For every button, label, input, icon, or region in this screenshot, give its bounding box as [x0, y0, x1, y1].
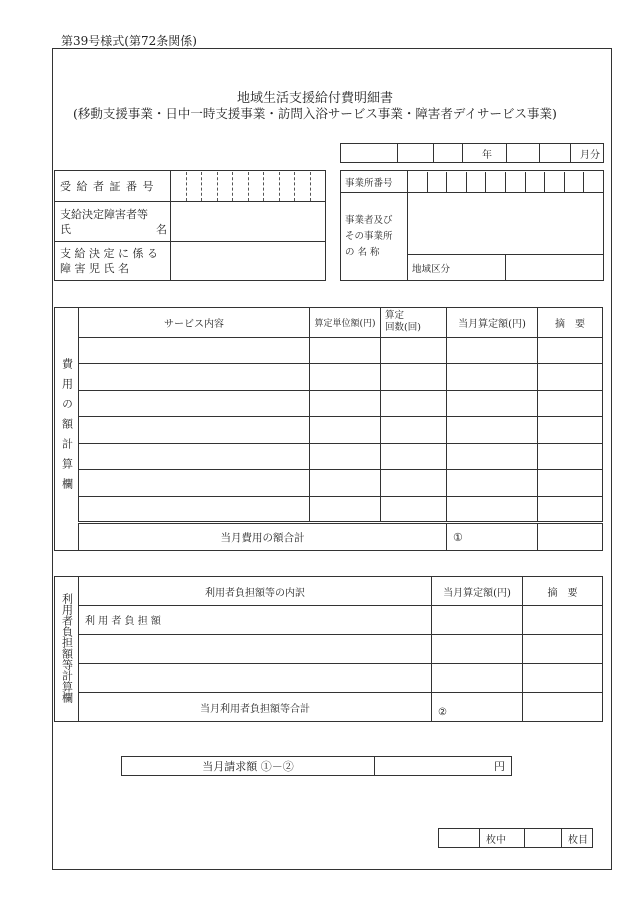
- unit-cell[interactable]: [310, 496, 381, 523]
- month-label: 月分: [580, 149, 600, 161]
- count-cell[interactable]: [381, 364, 447, 391]
- page-title: 地域生活支援給付費明細書: [236, 91, 393, 106]
- date-cell[interactable]: [398, 144, 434, 163]
- guardian-name-label: [55, 202, 171, 242]
- region-field[interactable]: [506, 255, 604, 281]
- digit-box[interactable]: [428, 172, 448, 192]
- burden-table: [54, 576, 603, 722]
- digit-box[interactable]: [249, 172, 265, 201]
- count-cell[interactable]: [381, 337, 447, 364]
- digit-box[interactable]: [311, 172, 326, 201]
- unit-cell[interactable]: [310, 470, 381, 497]
- amount-cell[interactable]: [447, 390, 538, 417]
- amount-cell[interactable]: [447, 496, 538, 523]
- digit-box[interactable]: [506, 172, 526, 192]
- burden-row-1[interactable]: [79, 606, 432, 635]
- form-number-label: 第39号様式(第72条関係): [61, 34, 197, 48]
- cost-total-label: 当月費用の額合計: [79, 523, 447, 551]
- col-burden-amount: 当月算定額(円): [432, 577, 523, 606]
- cost-table: [54, 307, 603, 551]
- service-cell[interactable]: [79, 364, 310, 391]
- col-count-line-2: 回数(回): [385, 322, 421, 334]
- burden-total-field[interactable]: [432, 693, 523, 722]
- burden-note-cell[interactable]: [523, 635, 603, 664]
- guardian-label-right: 名: [156, 222, 167, 236]
- cost-total-field[interactable]: [447, 523, 538, 551]
- col-amount: 当月算定額(円): [447, 308, 538, 338]
- burden-amount-cell[interactable]: [432, 606, 523, 635]
- col-burden-note: 摘 要: [523, 577, 603, 606]
- burden-amount-cell[interactable]: [432, 664, 523, 693]
- child-label-line-2: 障 害 児 氏 名: [60, 262, 129, 275]
- digit-box[interactable]: [526, 172, 546, 192]
- date-cell[interactable]: [540, 144, 571, 163]
- service-cell[interactable]: [79, 496, 310, 523]
- month-cell[interactable]: [571, 144, 604, 163]
- claim-amount-field[interactable]: [375, 757, 512, 776]
- cost-total-note[interactable]: [538, 523, 603, 551]
- year-cell[interactable]: [463, 144, 507, 163]
- provider-label-line-1: 事業者及び: [345, 214, 393, 226]
- service-cell[interactable]: [79, 443, 310, 470]
- cost-side-label-cell: [55, 308, 79, 551]
- amount-cell[interactable]: [447, 417, 538, 444]
- burden-note-cell[interactable]: [523, 664, 603, 693]
- burden-total-note[interactable]: [523, 693, 603, 722]
- provider-label-line-3: の 名 称: [345, 246, 380, 258]
- page-label: 枚目: [562, 829, 593, 848]
- year-label: 年: [482, 149, 492, 161]
- note-cell[interactable]: [538, 417, 603, 444]
- amount-cell[interactable]: [447, 470, 538, 497]
- of-label: 枚中: [480, 829, 525, 848]
- count-cell[interactable]: [381, 390, 447, 417]
- page-count-table: [438, 828, 593, 848]
- col-count: [381, 308, 447, 338]
- cert-no-label: 受 給 者 証 番 号: [55, 171, 171, 202]
- office-no-label: 事業所番号: [341, 171, 408, 193]
- unit-cell[interactable]: [310, 417, 381, 444]
- service-cell[interactable]: [79, 390, 310, 417]
- col-note: 摘 要: [538, 308, 603, 338]
- unit-cell[interactable]: [310, 390, 381, 417]
- note-cell[interactable]: [538, 337, 603, 364]
- count-cell[interactable]: [381, 470, 447, 497]
- note-cell[interactable]: [538, 390, 603, 417]
- col-unit: 算定単位額(円): [310, 308, 381, 338]
- burden-note-cell[interactable]: [523, 606, 603, 635]
- office-no-cells[interactable]: [408, 171, 604, 193]
- digit-box[interactable]: [584, 172, 603, 192]
- provider-table: [340, 170, 604, 281]
- note-cell[interactable]: [538, 364, 603, 391]
- cert-no-digit-boxes: [171, 172, 325, 201]
- date-cell[interactable]: [341, 144, 398, 163]
- burden-total-label: 当月利用者負担額等合計: [79, 693, 432, 722]
- unit-cell[interactable]: [310, 337, 381, 364]
- date-cell[interactable]: [434, 144, 463, 163]
- note-cell[interactable]: [538, 470, 603, 497]
- burden-row[interactable]: [79, 635, 432, 664]
- total-pages-field[interactable]: [439, 829, 480, 848]
- digit-box[interactable]: [264, 172, 280, 201]
- digit-box[interactable]: [467, 172, 487, 192]
- digit-box[interactable]: [218, 172, 234, 201]
- office-no-digit-boxes: [408, 172, 603, 192]
- digit-box[interactable]: [187, 172, 203, 201]
- count-cell[interactable]: [381, 496, 447, 523]
- service-cell[interactable]: [79, 470, 310, 497]
- digit-box[interactable]: [486, 172, 506, 192]
- claim-table: [121, 756, 512, 776]
- provider-label-line-2: その事業所: [345, 230, 393, 242]
- date-cell[interactable]: [507, 144, 540, 163]
- burden-total-mark: ②: [438, 707, 447, 718]
- cert-no-cells[interactable]: [171, 171, 326, 202]
- digit-box[interactable]: [202, 172, 218, 201]
- date-table: [340, 143, 604, 163]
- provider-name-field[interactable]: [408, 193, 604, 255]
- recipient-table: [54, 170, 326, 281]
- claim-label: 当月請求額 ①－②: [122, 757, 375, 776]
- count-cell[interactable]: [381, 443, 447, 470]
- digit-box[interactable]: [545, 172, 565, 192]
- burden-side-label-cell: [55, 577, 79, 722]
- col-count-line-1: 算定: [385, 310, 405, 322]
- burden-row[interactable]: [79, 664, 432, 693]
- unit-cell[interactable]: [310, 364, 381, 391]
- note-cell[interactable]: [538, 443, 603, 470]
- digit-box[interactable]: [280, 172, 296, 201]
- amount-cell[interactable]: [447, 337, 538, 364]
- service-cell[interactable]: [79, 417, 310, 444]
- guardian-label-line-1: 支給決定障害者等: [60, 207, 148, 221]
- unit-cell[interactable]: [310, 443, 381, 470]
- provider-name-label: [341, 193, 408, 281]
- burden-amount-cell[interactable]: [432, 635, 523, 664]
- amount-cell[interactable]: [447, 364, 538, 391]
- child-name-field[interactable]: [171, 242, 326, 281]
- amount-cell[interactable]: [447, 443, 538, 470]
- service-cell[interactable]: [79, 337, 310, 364]
- note-cell[interactable]: [538, 496, 603, 523]
- claim-unit: 円: [494, 760, 505, 773]
- burden-row-1-label: 利 用 者 負 担 額: [85, 616, 161, 627]
- cost-total-mark: ①: [453, 530, 463, 544]
- child-label-line-1: 支 給 決 定 に 係 る: [60, 247, 158, 260]
- digit-box[interactable]: [295, 172, 311, 201]
- count-cell[interactable]: [381, 417, 447, 444]
- digit-box[interactable]: [171, 172, 187, 201]
- child-name-label: [55, 242, 171, 281]
- digit-box[interactable]: [233, 172, 249, 201]
- digit-box[interactable]: [565, 172, 585, 192]
- page-subtitle: (移動支援事業・日中一時支援事業・訪問入浴サービス事業・障害者デイサービス事業): [73, 106, 557, 121]
- cost-side-label: 費用の額計算欄: [60, 357, 74, 498]
- guardian-label-left: 氏: [60, 222, 71, 236]
- page-number-field[interactable]: [525, 829, 562, 848]
- digit-box[interactable]: [447, 172, 467, 192]
- region-label: 地域区分: [408, 255, 506, 281]
- guardian-label-line-2: [60, 222, 170, 237]
- burden-side-label: 利用者負担額等計算欄: [60, 592, 74, 703]
- col-breakdown: 利用者負担額等の内訳: [79, 577, 432, 606]
- col-service: サービス内容: [79, 308, 310, 338]
- digit-box[interactable]: [408, 172, 428, 192]
- guardian-name-field[interactable]: [171, 202, 326, 242]
